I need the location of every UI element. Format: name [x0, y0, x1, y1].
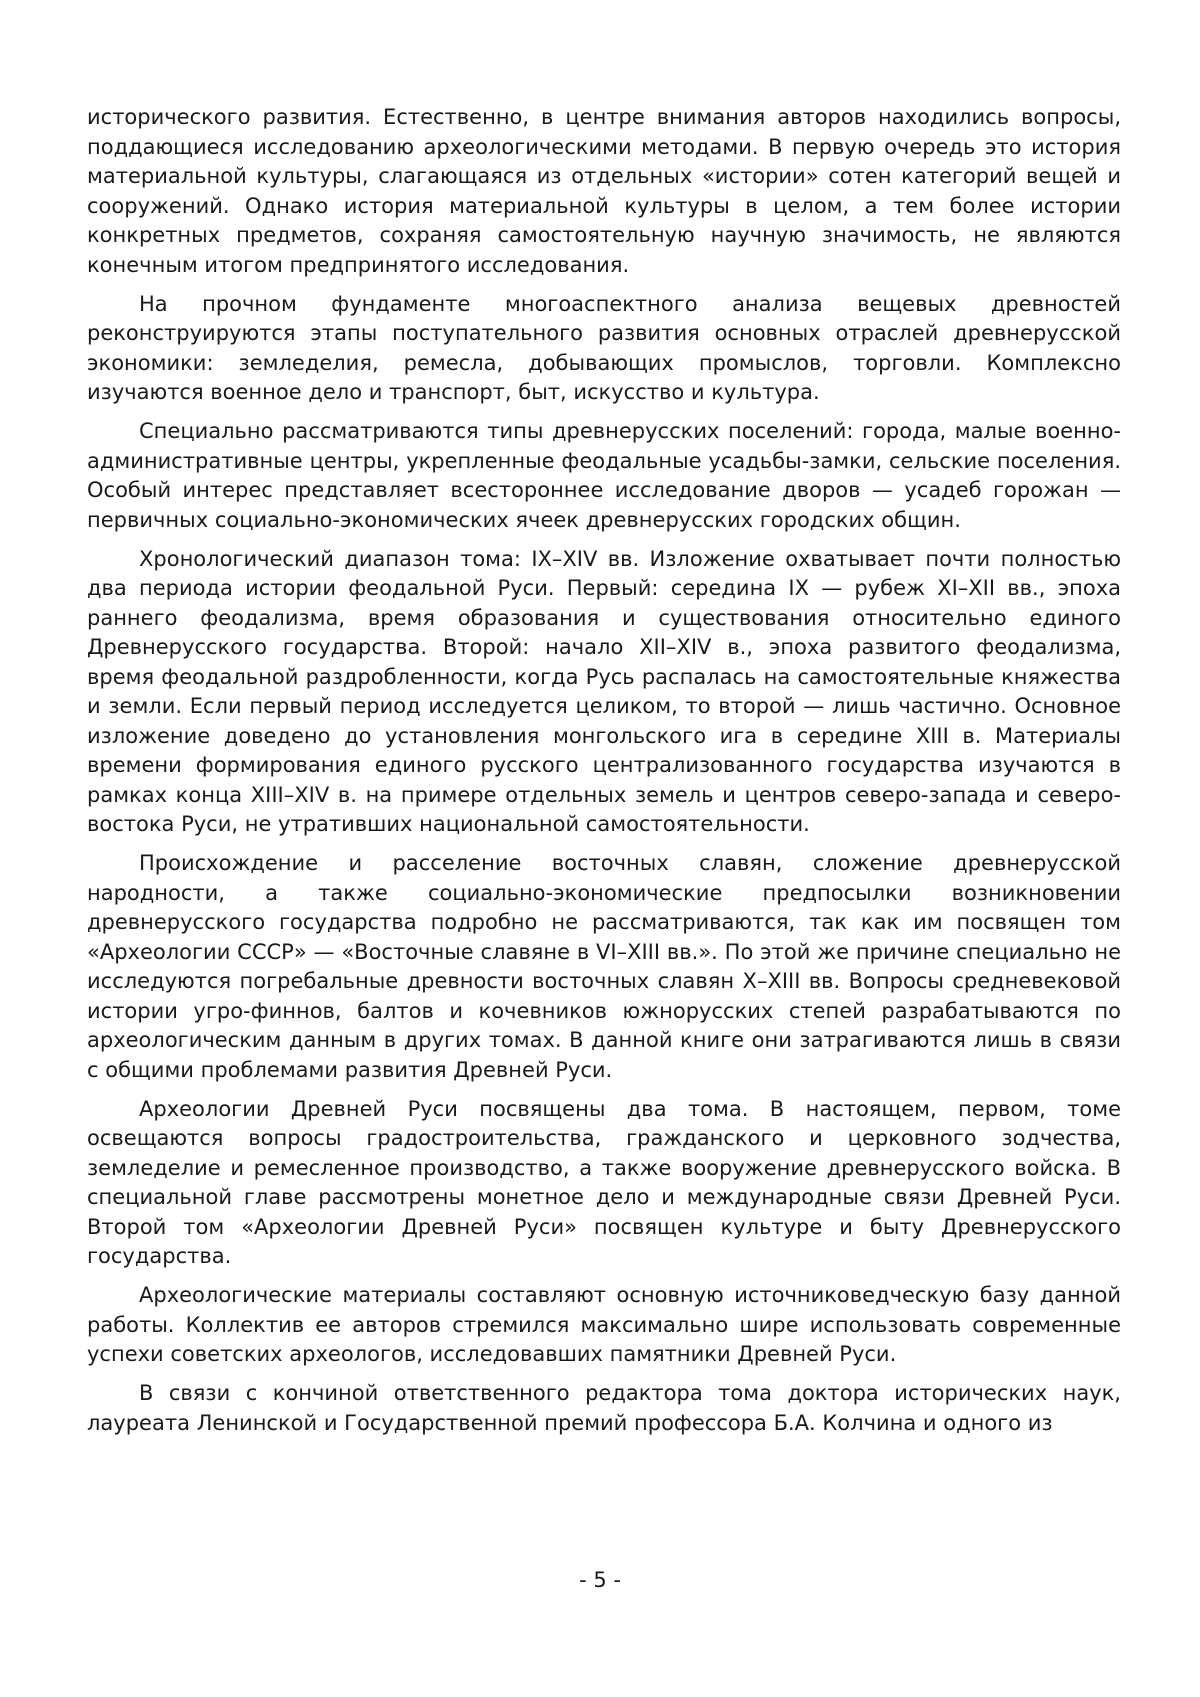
paragraph-8: В связи с кончиной ответственного редактора тома доктора исторических наук, лауреата Ленинской и Государственной премий профессора Б.А. Колчина и одного из [87, 1381, 1121, 1435]
page-number: - 5 - [579, 1568, 621, 1592]
paragraph-1: исторического развития. Естественно, в центре внимания авторов находились вопросы, поддающиеся исследованию археологическими методами. В первую очередь это история материальной культуры, слагающаяся из отдельных «истории» сотен категорий вещей и сооружений. Однако история материальной культуры в целом, а тем более истории конкретных предметов, сохраняя самостоятельную научную значимость, не являются конечным итогом предпринятого исследования. [87, 105, 1121, 277]
paragraph-7: Археологические материалы составляют основную источниковедческую базу данной работы. Коллектив ее авторов стремился максимально шире использовать современные успехи советских археологов, исследовавших памятники Древней Руси. [87, 1283, 1121, 1366]
paragraph-6: Археологии Древней Руси посвящены два тома. В настоящем, первом, томе освещаются вопросы градостроительства, гражданского и церковного зодчества, земледелие и ремесленное производство, а также вооружение древнерусского войска. В специальной главе рассмотрены монетное дело и международные связи Древней Руси. Второй том «Археологии Древней Руси» посвящен культуре и быту Древнерусского государства. [87, 1096, 1121, 1268]
paragraph-3: Специально рассматриваются типы древнерусских поселений: города, малые военно-административные центры, укрепленные феодальные усадьбы-замки, сельские поселения. Особый интерес представляет всестороннее исследование дворов — усадеб горожан — первичных социально-экономических ячеек древнерусских городских общин. [87, 419, 1121, 532]
paragraph-4: Хронологический диапазон тома: IX–XIV вв. Изложение охватывает почти полностью два периода истории феодальной Руси. Первый: середина IX — рубеж XI–XII вв., эпоха раннего феодализма, время образования и существования относительно единого Древнерусского государства. Второй: начало XII–XIV в., эпоха развитого феодализма, время феодальной раздробленности, когда Русь распалась на самостоятельные княжества и земли. Если первый период исследуется целиком, то второй — лишь частично. Основное изложение доведено до установления монгольского ига в середине XIII в. Материалы времени формирования единого русского централизованного государства изучаются в рамках конца XIII–XIV в. на примере отдельных земель и центров северо-запада и северо-востока Руси, не утративших национальной самостоятельности. [87, 546, 1121, 836]
paragraph-5: Происхождение и расселение восточных славян, сложение древнерусской народности, а также социально-экономические предпосылки возникновении древнерусского государства подробно не рассматриваются, так как им посвящен том «Археологии СССР» — «Восточные славяне в VI–XIII вв.». По этой же причине специально не исследуются погребальные древности восточных славян X–XIII вв. Вопросы средневековой истории угро-финнов, балтов и кочевников южнорусских степей разрабатываются по археологическим данным в других томах. В данной книге они затрагиваются лишь в связи с общими проблемами развития Древней Руси. [87, 851, 1121, 1082]
page-body [87, 103, 1121, 1448]
paragraph-2: На прочном фундаменте многоаспектного анализа вещевых древностей реконструируются этапы поступательного развития основных отраслей древнерусской экономики: земледелия, ремесла, добывающих промыслов, торговли. Комплексно изучаются военное дело и транспорт, быт, искусство и культура. [87, 291, 1121, 404]
